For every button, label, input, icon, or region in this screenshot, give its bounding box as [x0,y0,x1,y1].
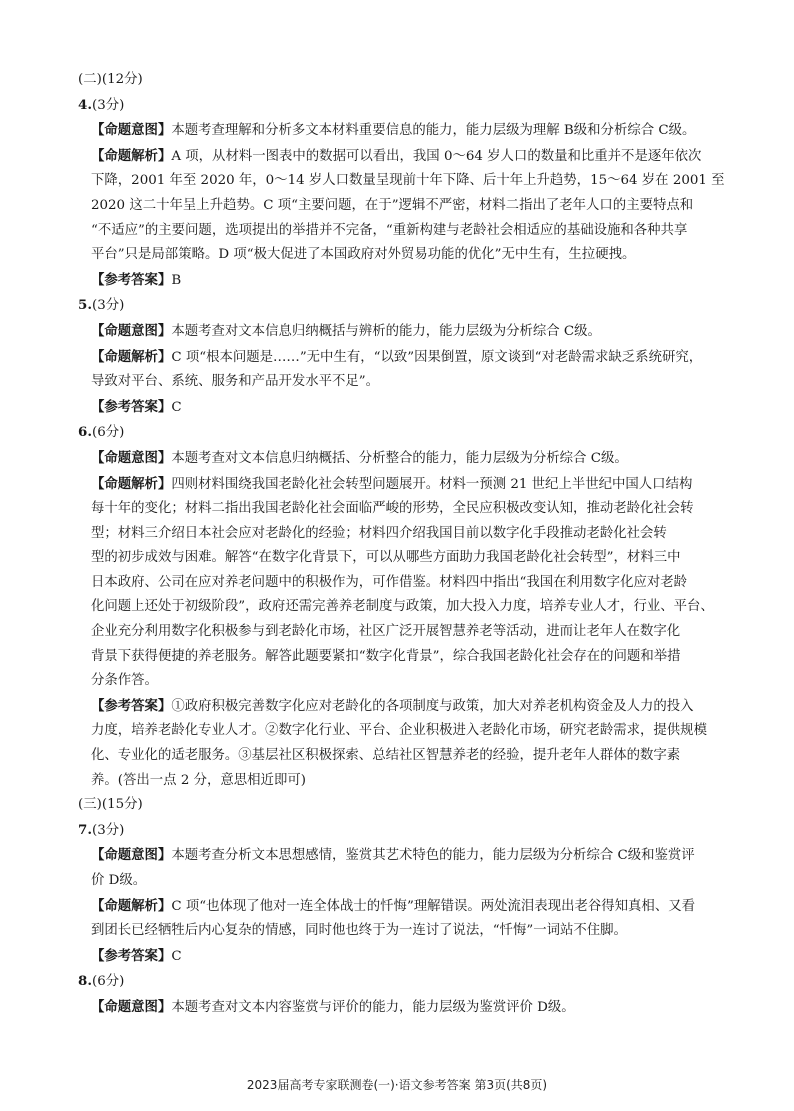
question-score: (3分) [91,822,125,838]
question-8-header [78,969,718,995]
question-number: 7. [78,821,92,838]
analysis-text: C 项“根本问题是……”无中生有，“以致”因果倒置，原文谈到“对老龄需求缺乏系统研究， [171,349,703,365]
question-score: (3分) [91,298,125,314]
answer-text: ①政府积极完善数字化应对老龄化的各项制度与政策，加大对养老机构资金及人力的投入 [171,698,694,714]
question-number: 5. [78,297,92,314]
q6-analysis-line: 每十年的变化；材料二指出我国老龄化社会面临严峻的形势，全民应积极改变认知，推动老龄化社会转 [91,501,694,517]
q4-analysis-line: “不适应”的主要问题，选项提出的举措并不完备，“重新构建与老龄社会相适应的基础设施和各种共享 [91,222,688,238]
q5-analysis-line: 导致对平台、系统、服务和产品开发水平不足”。 [91,374,380,390]
q8-intent [78,995,718,1021]
answer-text: B [171,272,182,288]
answer-text: C [171,399,182,415]
analysis-tag: 【命题解析】 [91,475,172,492]
question-score: (6分) [91,974,125,990]
intent-text: 本题考查对文本信息归纳概括、分析整合的能力，能力层级为分析综合 C级。 [171,450,628,466]
intent-tag: 【命题意图】 [91,847,172,864]
intent-tag: 【命题意图】 [91,322,172,339]
question-5-header [78,293,718,319]
analysis-text: C 项“也体现了他对一连全体战士的忏悔”理解错误。两处流泪表现出老谷得知真相、又看 [171,898,695,914]
q6-intent [78,446,718,472]
answer-tag: 【参考答案】 [91,398,172,415]
answer-text: C [171,948,182,964]
q4-answer [78,268,718,294]
q6-analysis-line: 分条作答。 [91,673,158,689]
q6-analysis-line: 型的初步成效与困难。解答“在数字化背景下，可以从哪些方面助力我国老龄化社会转型”，材料三中 [91,550,681,566]
analysis-tag: 【命题解析】 [91,348,172,365]
page-footer: 2023届高考专家联测卷(一)·语文参考答案 第3页(共8页) [246,1078,548,1092]
q4-intent [78,118,718,144]
q4-analysis-line: 2020 这二十年呈上升趋势。C 项“主要问题，在于”逻辑不严密，材料二指出了老年人口的主要特点和 [91,197,694,213]
intent-text: 本题考查分析文本思想感情，鉴赏其艺术特色的能力，能力层级为分析综合 C级和鉴赏评 [171,848,695,864]
q6-answer [78,694,718,720]
intent-tag: 【命题意图】 [91,449,172,466]
q6-analysis-line: 日本政府、公司在应对养老问题中的积极作为，可作借鉴。材料四中指出“我国在利用数字化应对老龄 [91,574,688,590]
analysis-text: 四则材料围绕我国老龄化社会转型问题展开。材料一预测 21 世纪上半世纪中国人口结构 [171,476,693,492]
q4-analysis-line: 平台”只是局部策略。D 项“极大促进了本国政府对外贸易功能的优化”无中生有，生拉硬拽。 [91,247,636,263]
q5-intent [78,319,718,345]
q6-answer-line: 力度，培养老龄化专业人才。②数字化行业、平台、企业积极进入老龄化市场，研究老龄需求，提供规模 [91,723,707,739]
intent-text: 本题考查对文本内容鉴赏与评价的能力，能力层级为鉴赏评价 D级。 [171,999,575,1015]
q6-analysis-line [78,472,718,498]
q4-analysis-line: 下降，2001 年至 2020 年，0～14 岁人口数量呈现前十年下降、后十年上升趋势，15～64 岁在 2001 至 [91,173,725,189]
q5-analysis-line [78,345,718,371]
q4-analysis-line [78,144,718,170]
q6-answer-line: 化、专业化的适老服务。③基层社区积极探索、总结社区智慧养老的经验，提升老年人群体的数字素 [91,748,681,764]
q6-analysis-line: 背景下获得便捷的养老服务。解答此题要紧扣“数字化背景”，综合我国老龄化社会存在的问题和举措 [91,648,681,664]
analysis-tag: 【命题解析】 [91,897,172,914]
q7-intent [78,843,718,869]
question-number: 4. [78,96,92,113]
answer-tag: 【参考答案】 [91,697,172,714]
intent-text: 本题考查对文本信息归纳概括与辨析的能力，能力层级为分析综合 C级。 [171,323,601,339]
intent-text: 本题考查理解和分析多文本材料重要信息的能力，能力层级为理解 B级和分析综合 C级。 [171,123,696,139]
q7-answer [78,944,718,970]
section-heading: (三)(15分) [78,797,143,813]
q7-analysis-line: 到团长已经牺牲后内心复杂的情感，同时他也终于为一连讨了说法，“忏悔”一词站不住脚。 [91,923,627,939]
q7-intent-line: 价 D级。 [91,873,147,888]
analysis-tag: 【命题解析】 [91,147,172,164]
question-6-header [78,420,718,446]
answer-page [78,68,725,1021]
q6-analysis-line: 型；材料三介绍日本社会应对老龄化的经验；材料四介绍我国目前以数字化手段推动老龄化社会转 [91,525,667,541]
intent-tag: 【命题意图】 [91,122,172,139]
analysis-text: A 项，从材料一图表中的数据可以看出，我国 0～64 岁人口的数量和比重并不是逐年依次 [171,148,702,164]
q6-analysis-line: 企业充分利用数字化积极参与到老龄化市场，社区广泛开展智慧养老等活动，进而让老年人在数字化 [91,624,681,640]
question-score: (3分) [91,97,125,113]
question-7-header [78,818,718,844]
question-4-header [78,93,718,119]
section-heading: (二)(12分) [78,72,143,87]
q6-answer-line: 养。(答出一点 2 分，意思相近即可) [91,772,306,788]
q6-analysis-line: 化问题上还处于初级阶段”，政府还需完善养老制度与政策，加大投入力度，培养专业人才，行业、平台、 [91,599,714,615]
question-score: (6分) [91,425,125,441]
intent-tag: 【命题意图】 [91,998,172,1015]
question-number: 6. [78,424,92,441]
q5-answer [78,395,718,421]
answer-tag: 【参考答案】 [91,947,172,964]
question-number: 8. [78,973,92,990]
q7-analysis-line [78,894,718,920]
answer-tag: 【参考答案】 [91,271,172,288]
